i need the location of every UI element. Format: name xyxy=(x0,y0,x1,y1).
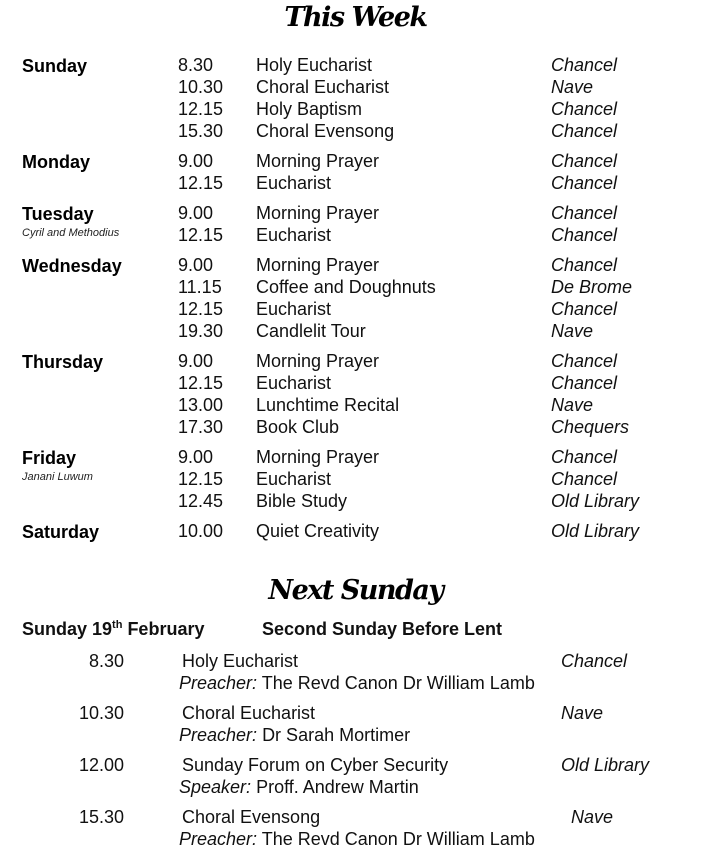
feast-day-note: Cyril and Methodius xyxy=(22,227,120,239)
service-time: 12.15 xyxy=(178,99,224,119)
service-name: Morning Prayer xyxy=(256,151,380,171)
service-location: Chancel xyxy=(561,651,628,671)
service-time: 10.30 xyxy=(178,77,224,97)
day-name: Sunday xyxy=(22,56,88,76)
service-row xyxy=(0,394,711,416)
service-location: Chancel xyxy=(551,151,618,171)
service-row xyxy=(0,468,711,490)
next-service-row xyxy=(0,702,711,754)
service-name: Choral Eucharist xyxy=(256,77,390,97)
service-time: 12.15 xyxy=(178,469,224,489)
weekly-schedule xyxy=(0,54,711,550)
day-name: Tuesday xyxy=(22,204,94,224)
service-time: 12.15 xyxy=(178,225,224,245)
service-location: Chancel xyxy=(551,99,618,119)
service-location: Chancel xyxy=(551,447,618,467)
speaker-role: Preacher: xyxy=(179,725,258,745)
day-group xyxy=(0,150,711,194)
service-location: De Brome xyxy=(551,277,633,297)
service-location: Nave xyxy=(561,703,604,723)
next-sunday-date: Sunday 19th February xyxy=(22,619,205,639)
service-name: Coffee and Doughnuts xyxy=(256,277,436,297)
service-name: Morning Prayer xyxy=(256,203,380,223)
service-location: Old Library xyxy=(561,755,650,775)
day-name: Thursday xyxy=(22,352,104,372)
service-time: 9.00 xyxy=(178,351,214,371)
service-time: 17.30 xyxy=(178,417,224,437)
service-row xyxy=(0,298,711,320)
service-row xyxy=(0,446,711,468)
service-time: 10.00 xyxy=(178,521,224,541)
service-time: 15.30 xyxy=(178,121,224,141)
service-row xyxy=(0,150,711,172)
service-time: 12.15 xyxy=(178,299,224,319)
service-location: Old Library xyxy=(551,491,640,511)
service-name: Morning Prayer xyxy=(256,447,380,467)
service-name: Eucharist xyxy=(256,299,332,319)
day-group xyxy=(0,350,711,438)
speaker-name: Proff. Andrew Martin xyxy=(256,777,419,797)
next-service-row xyxy=(0,806,711,858)
speaker-name: The Revd Canon Dr William Lamb xyxy=(261,673,535,693)
service-name: Sunday Forum on Cyber Security xyxy=(182,755,449,775)
service-name: Morning Prayer xyxy=(256,255,380,275)
service-location: Chancel xyxy=(551,299,618,319)
service-location: Chancel xyxy=(551,351,618,371)
service-time: 10.30 xyxy=(79,703,125,723)
service-location: Nave xyxy=(551,77,594,97)
day-group xyxy=(0,202,711,246)
service-time: 12.00 xyxy=(79,755,125,775)
service-time: 9.00 xyxy=(178,151,214,171)
service-row xyxy=(0,372,711,394)
speaker-role: Preacher: xyxy=(179,829,258,849)
this-week-heading: This Week xyxy=(284,2,427,33)
service-time: 13.00 xyxy=(178,395,224,415)
service-location: Chancel xyxy=(551,255,618,275)
service-name: Quiet Creativity xyxy=(256,521,380,541)
service-time: 8.30 xyxy=(178,55,214,75)
service-row xyxy=(0,416,711,438)
next-sunday-heading: Next Sunday xyxy=(268,575,443,606)
service-location: Nave xyxy=(551,321,594,341)
service-row xyxy=(0,202,711,224)
service-row xyxy=(0,54,711,76)
service-speaker xyxy=(179,672,535,694)
service-location: Chancel xyxy=(551,173,618,193)
service-name: Lunchtime Recital xyxy=(256,395,400,415)
service-row xyxy=(0,76,711,98)
service-time: 12.45 xyxy=(178,491,224,511)
service-row xyxy=(0,98,711,120)
day-name: Monday xyxy=(22,152,91,172)
service-name: Eucharist xyxy=(256,469,332,489)
service-location: Nave xyxy=(551,395,594,415)
service-row xyxy=(0,224,711,246)
service-location: Nave xyxy=(571,807,614,827)
service-time: 12.15 xyxy=(178,373,224,393)
service-location: Chancel xyxy=(551,203,618,223)
day-group xyxy=(0,54,711,142)
day-name: Saturday xyxy=(22,522,100,542)
service-name: Eucharist xyxy=(256,173,332,193)
service-row xyxy=(0,254,711,276)
service-name: Eucharist xyxy=(256,225,332,245)
service-location: Chancel xyxy=(551,469,618,489)
day-group xyxy=(0,520,711,542)
service-name: Holy Eucharist xyxy=(182,651,299,671)
service-time: 9.00 xyxy=(178,447,214,467)
service-time: 9.00 xyxy=(178,203,214,223)
service-time: 15.30 xyxy=(79,807,125,827)
service-row xyxy=(0,276,711,298)
day-name: Friday xyxy=(22,448,77,468)
service-time: 9.00 xyxy=(178,255,214,275)
service-name: Candlelit Tour xyxy=(256,321,366,341)
service-location: Chancel xyxy=(551,121,618,141)
next-service-row xyxy=(0,754,711,806)
service-row xyxy=(0,350,711,372)
day-name: Wednesday xyxy=(22,256,122,276)
service-name: Choral Eucharist xyxy=(182,703,316,723)
service-time: 11.15 xyxy=(178,277,222,297)
service-location: Old Library xyxy=(551,521,640,541)
service-name: Bible Study xyxy=(256,491,348,511)
speaker-role: Preacher: xyxy=(179,673,258,693)
service-name: Choral Evensong xyxy=(182,807,321,827)
service-row xyxy=(0,490,711,512)
service-location: Chancel xyxy=(551,55,618,75)
service-row xyxy=(0,320,711,342)
speaker-name: Dr Sarah Mortimer xyxy=(262,725,411,745)
next-sunday-occasion: Second Sunday Before Lent xyxy=(262,619,503,639)
service-speaker xyxy=(179,828,535,850)
service-location: Chequers xyxy=(551,417,630,437)
feast-day-note: Janani Luwum xyxy=(22,471,93,483)
service-row xyxy=(0,172,711,194)
next-service-row xyxy=(0,650,711,702)
service-name: Choral Evensong xyxy=(256,121,395,141)
speaker-role: Speaker: xyxy=(179,777,252,797)
service-speaker xyxy=(179,776,419,798)
service-time: 8.30 xyxy=(88,651,124,671)
next-sunday-services xyxy=(0,650,711,858)
service-location: Chancel xyxy=(551,373,618,393)
service-location: Chancel xyxy=(551,225,618,245)
service-name: Holy Eucharist xyxy=(256,55,373,75)
service-speaker xyxy=(179,724,410,746)
service-time: 19.30 xyxy=(178,321,224,341)
day-group xyxy=(0,254,711,342)
service-name: Book Club xyxy=(256,417,340,437)
day-group xyxy=(0,446,711,512)
speaker-name: The Revd Canon Dr William Lamb xyxy=(261,829,535,849)
service-time: 12.15 xyxy=(178,173,224,193)
service-name: Holy Baptism xyxy=(256,99,363,119)
service-row xyxy=(0,520,711,542)
service-name: Morning Prayer xyxy=(256,351,380,371)
service-row xyxy=(0,120,711,142)
service-name: Eucharist xyxy=(256,373,332,393)
